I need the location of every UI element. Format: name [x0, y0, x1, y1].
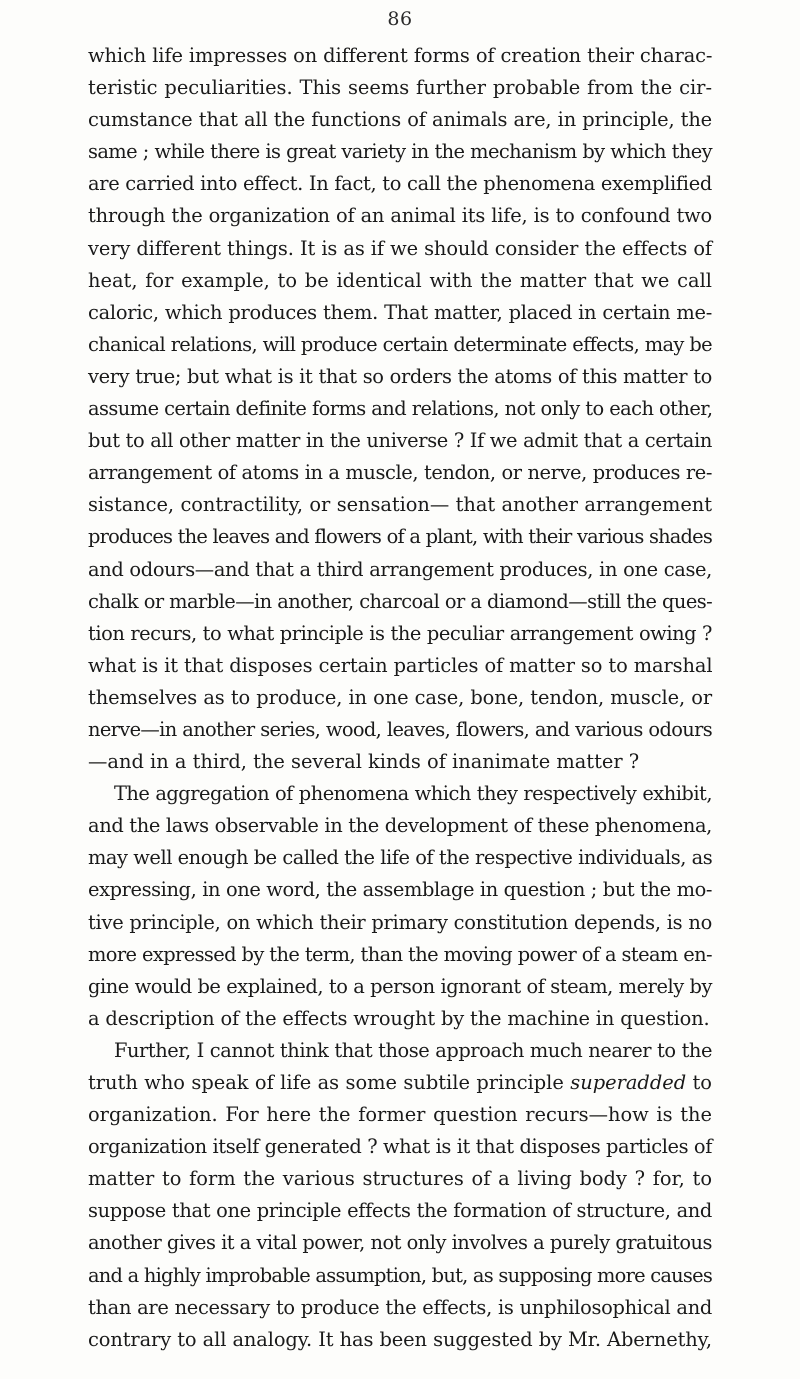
- text-line: chalk or marble—in another, charcoal or a diamond—still the ques-: [88, 589, 713, 613]
- text-line: chanical relations, will produce certain determinate effects, may be: [88, 332, 712, 356]
- text-line: suppose that one principle effects the formation of structure, and: [88, 1199, 712, 1223]
- text-line: gine would be explained, to a person ignorant of steam, merely by: [88, 974, 712, 998]
- text-line: teristic peculiarities. This seems further probable from the cir-: [88, 76, 712, 100]
- italic-word: superadded: [570, 1071, 687, 1094]
- text-line: truth who speak of life as some subtile principle superadded to: [88, 1071, 712, 1094]
- text-line: and odours—and that a third arrangement produces, in one case,: [88, 557, 712, 581]
- text-line: are carried into effect. In fact, to call the phenomena exemplified: [88, 172, 712, 196]
- text-line: a description of the effects wrought by the machine in question.: [88, 1006, 710, 1030]
- text-line: produces the leaves and flowers of a plant, with their various shades: [88, 525, 712, 549]
- text-line: themselves as to produce, in one case, bone, tendon, muscle, or: [88, 685, 712, 709]
- text-line: tive principle, on which their primary constitution depends, is no: [88, 910, 712, 934]
- text-line: organization itself generated ? what is it that disposes particles of: [88, 1135, 712, 1159]
- text-line: very different things. It is as if we should consider the effects of: [88, 236, 712, 260]
- text-line: and the laws observable in the development of these phenomena,: [88, 814, 712, 838]
- text-line: assume certain definite forms and relations, not only to each other,: [88, 397, 713, 421]
- text-line: another gives it a vital power, not only involves a purely gratuitous: [88, 1231, 712, 1255]
- text-line: than are necessary to produce the effects, is unphilosophical and: [88, 1295, 712, 1319]
- page-number: 86: [387, 8, 413, 30]
- text-line: tion recurs, to what principle is the peculiar arrangement owing ?: [88, 621, 712, 645]
- text-line: what is it that disposes certain particles of matter so to marshal: [88, 653, 713, 677]
- body-text: [88, 40, 712, 1356]
- text-line: nerve—in another series, wood, leaves, flowers, and various odours: [88, 717, 712, 741]
- text-line: expressing, in one word, the assemblage in question ; but the mo-: [88, 878, 712, 902]
- text-line: —and in a third, the several kinds of inanimate matter ?: [88, 750, 640, 774]
- text-line: which life impresses on different forms of creation their charac-: [88, 44, 713, 67]
- text-line: contrary to all analogy. It has been suggested by Mr. Abernethy,: [88, 1327, 712, 1351]
- text-line: caloric, which produces them. That matter, placed in certain me-: [88, 300, 712, 324]
- text-line: sistance, contractility, or sensation— that another arrangement: [88, 493, 712, 517]
- text-line: heat, for example, to be identical with the matter that we call: [88, 268, 712, 292]
- text-line: and a highly improbable assumption, but, as supposing more causes: [88, 1263, 713, 1287]
- text-line: The aggregation of phenomena which they respectively exhibit,: [114, 782, 712, 806]
- text-line: same ; while there is great variety in the mechanism by which they: [88, 140, 712, 164]
- text-line: but to all other matter in the universe ? If we admit that a certain: [88, 429, 712, 453]
- text-line: may well enough be called the life of the respective individuals, as: [88, 846, 713, 870]
- text-line: through the organization of an animal its life, is to confound two: [88, 204, 712, 228]
- text-line: more expressed by the term, than the moving power of a steam en-: [88, 942, 712, 966]
- text-line: Further, I cannot think that those approach much nearer to the: [114, 1038, 712, 1062]
- text-line: cumstance that all the functions of animals are, in principle, the: [88, 108, 712, 132]
- text-line: very true; but what is it that so orders the atoms of this matter to: [88, 364, 712, 388]
- text-line: organization. For here the former question recurs—how is the: [88, 1103, 712, 1127]
- text-line: arrangement of atoms in a muscle, tendon, or nerve, produces re-: [88, 461, 712, 485]
- text-line: matter to form the various structures of a living body ? for, to: [88, 1167, 712, 1191]
